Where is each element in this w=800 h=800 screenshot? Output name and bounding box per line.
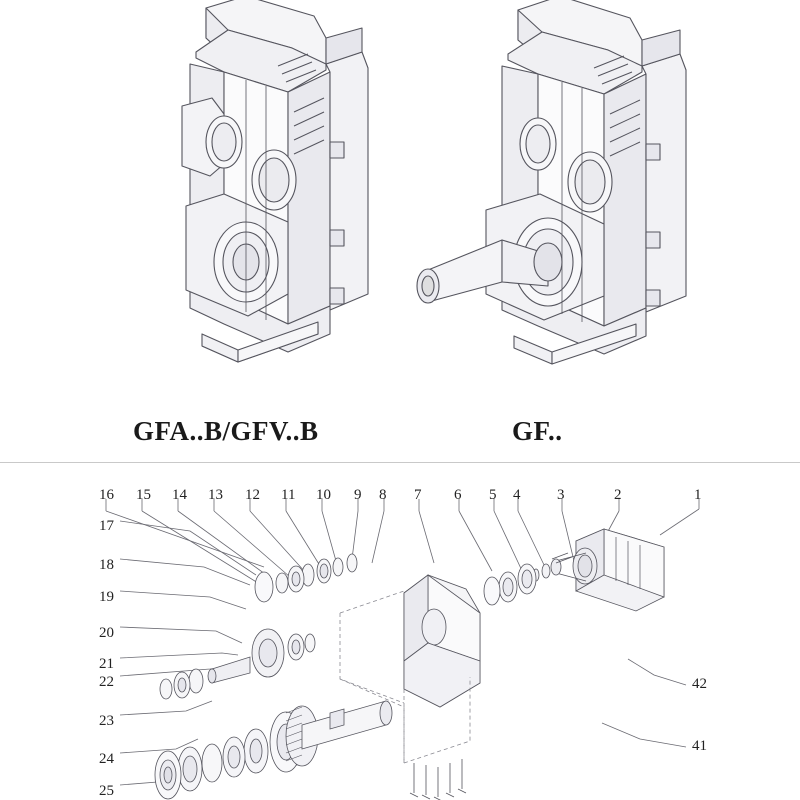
callout-5: 5 — [489, 487, 497, 503]
callout-4: 4 — [513, 487, 521, 503]
callout-17: 17 — [99, 518, 114, 534]
callout-2: 2 — [614, 487, 622, 503]
caption-right: GF.. — [512, 416, 563, 446]
callout-12: 12 — [245, 487, 260, 503]
callout-11: 11 — [281, 487, 296, 503]
exploded-assembly-diagram — [0, 463, 800, 800]
callout-14: 14 — [172, 487, 187, 503]
callout-21: 21 — [99, 656, 114, 672]
callout-24: 24 — [99, 751, 114, 767]
callout-19: 19 — [99, 589, 114, 605]
caption-left: GFA..B/GFV..B — [133, 416, 319, 446]
callout-1: 1 — [694, 487, 702, 503]
callout-25: 25 — [99, 783, 114, 799]
callout-23: 23 — [99, 713, 114, 729]
callout-7: 7 — [414, 487, 422, 503]
callout-20: 20 — [99, 625, 114, 641]
exploded-assembly-view — [0, 463, 800, 800]
callout-3: 3 — [557, 487, 565, 503]
gearbox-right-illustration — [390, 0, 720, 402]
callout-15: 15 — [136, 487, 151, 503]
callout-6: 6 — [454, 487, 462, 503]
callout-9: 9 — [354, 487, 362, 503]
gearbox-left-illustration — [78, 0, 378, 404]
callout-10: 10 — [316, 487, 331, 503]
callout-22: 22 — [99, 674, 114, 690]
callout-42: 42 — [692, 676, 707, 692]
callout-13: 13 — [208, 487, 223, 503]
callout-8: 8 — [379, 487, 387, 503]
callout-18: 18 — [99, 557, 114, 573]
callout-41: 41 — [692, 738, 707, 754]
callout-16: 16 — [99, 487, 114, 503]
